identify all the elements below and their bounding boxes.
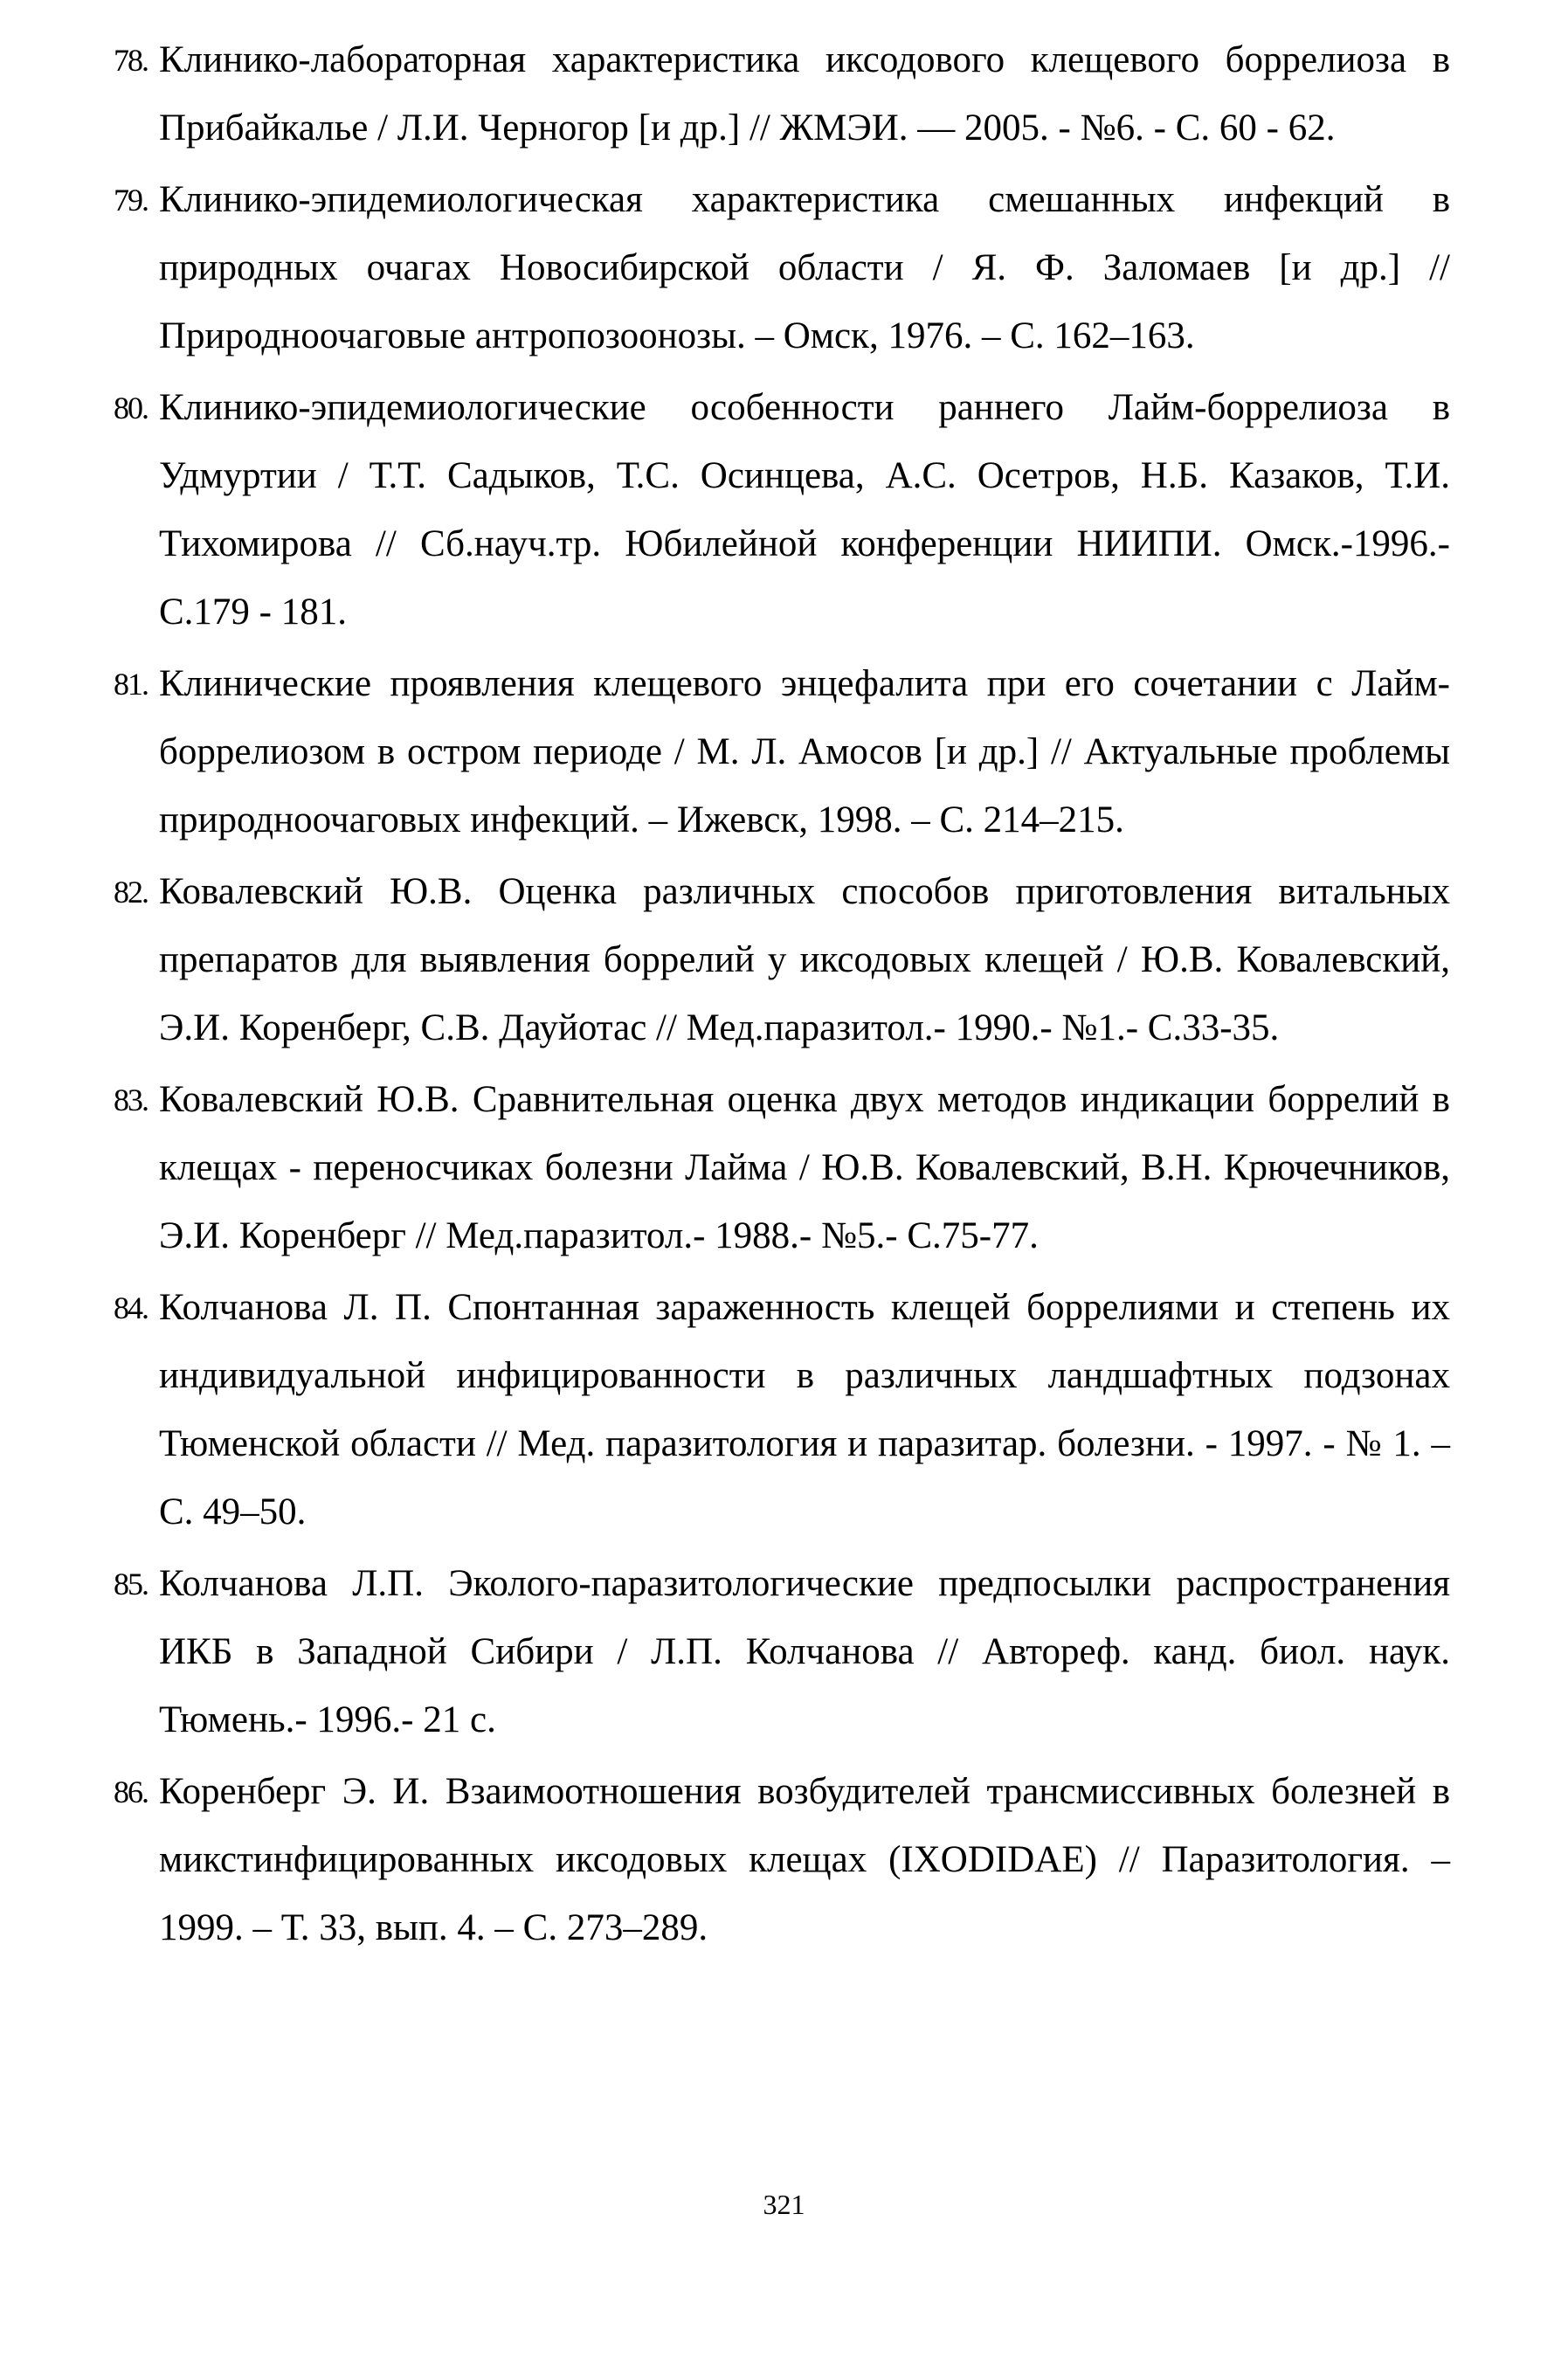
- reference-number: 86.: [114, 1774, 148, 1809]
- reference-list: [114, 26, 1450, 1966]
- reference-text: Ковалевский Ю.В. Сравнительная оценка двух методов индикации боррелий в клещах - переносчиках болезни Лайма / Ю.В. Ковалевский, В.Н. Крючечников, Э.И. Коренберг // Мед.паразитол.- 1988.- №5.- С.75-77.: [159, 1079, 1450, 1256]
- reference-item: [114, 1066, 1450, 1270]
- reference-item: [114, 650, 1450, 854]
- reference-number: 83.: [114, 1083, 148, 1117]
- reference-number: 84.: [114, 1290, 148, 1325]
- page-number: 321: [763, 2189, 805, 2220]
- reference-item: [114, 1550, 1450, 1754]
- reference-item: [114, 1274, 1450, 1546]
- reference-text: Колчанова Л.П. Эколого-паразитологические предпосылки распространения ИКБ в Западной Сибири / Л.П. Колчанова // Автореф. канд. биол. наук. Тюмень.- 1996.- 21 с.: [159, 1563, 1450, 1740]
- reference-number: 85.: [114, 1567, 148, 1601]
- reference-text: Клинико-эпидемиологические особенности раннего Лайм-боррелиоза в Удмуртии / Т.Т. Садыков, Т.С. Осинцева, А.С. Осетров, Н.Б. Казаков, Т.И. Тихомирова // Сб.науч.тр. Юбилейной конференции НИИПИ. Омск.-1996.- С.179 - 181.: [159, 387, 1450, 633]
- reference-number: 78.: [114, 43, 148, 78]
- reference-text: Колчанова Л. П. Спонтанная зараженность клещей боррелиями и степень их индивидуальной инфицированности в различных ландшафтных подзонах Тюменской области // Мед. паразитология и паразитар. болезни. - 1997. - № 1. – С. 49–50.: [159, 1287, 1450, 1532]
- reference-item: [114, 858, 1450, 1062]
- reference-item: [114, 166, 1450, 370]
- reference-text: Ковалевский Ю.В. Оценка различных способов приготовления витальных препаратов для выявления боррелий у иксодовых клещей / Ю.В. Ковалевский, Э.И. Коренберг, С.В. Дауйотас // Мед.паразитол.- 1990.- №1.- С.33-35.: [159, 871, 1450, 1048]
- reference-item: [114, 374, 1450, 647]
- reference-number: 82.: [114, 875, 148, 910]
- reference-text: Клинико-эпидемиологическая характеристика смешанных инфекций в природных очагах Новосибирской области / Я. Ф. Заломаев [и др.] // Природноочаговые антропозоонозы. – Омск, 1976. – С. 162–163.: [159, 179, 1450, 356]
- reference-number: 79.: [114, 183, 148, 218]
- reference-text: Клинико-лабораторная характеристика иксодового клещевого боррелиоза в Прибайкалье / Л.И. Черногор [и др.] // ЖМЭИ. — 2005. - №6. - С. 60 - 62.: [159, 39, 1450, 149]
- reference-number: 80.: [114, 391, 148, 425]
- reference-text: Коренберг Э. И. Взаимоотношения возбудителей трансмиссивных болезней в микстинфицированных иксодовых клещах (IXODIDAE) // Паразитология. – 1999. – Т. 33, вып. 4. – С. 273–289.: [159, 1771, 1450, 1948]
- reference-item: [114, 26, 1450, 163]
- reference-item: [114, 1758, 1450, 1962]
- reference-number: 81.: [114, 667, 148, 702]
- reference-text: Клинические проявления клещевого энцефалита при его сочетании с Лайм-боррелиозом в остром периоде / М. Л. Амосов [и др.] // Актуальные проблемы природноочаговых инфекций. – Ижевск, 1998. – С. 214–215.: [159, 663, 1450, 841]
